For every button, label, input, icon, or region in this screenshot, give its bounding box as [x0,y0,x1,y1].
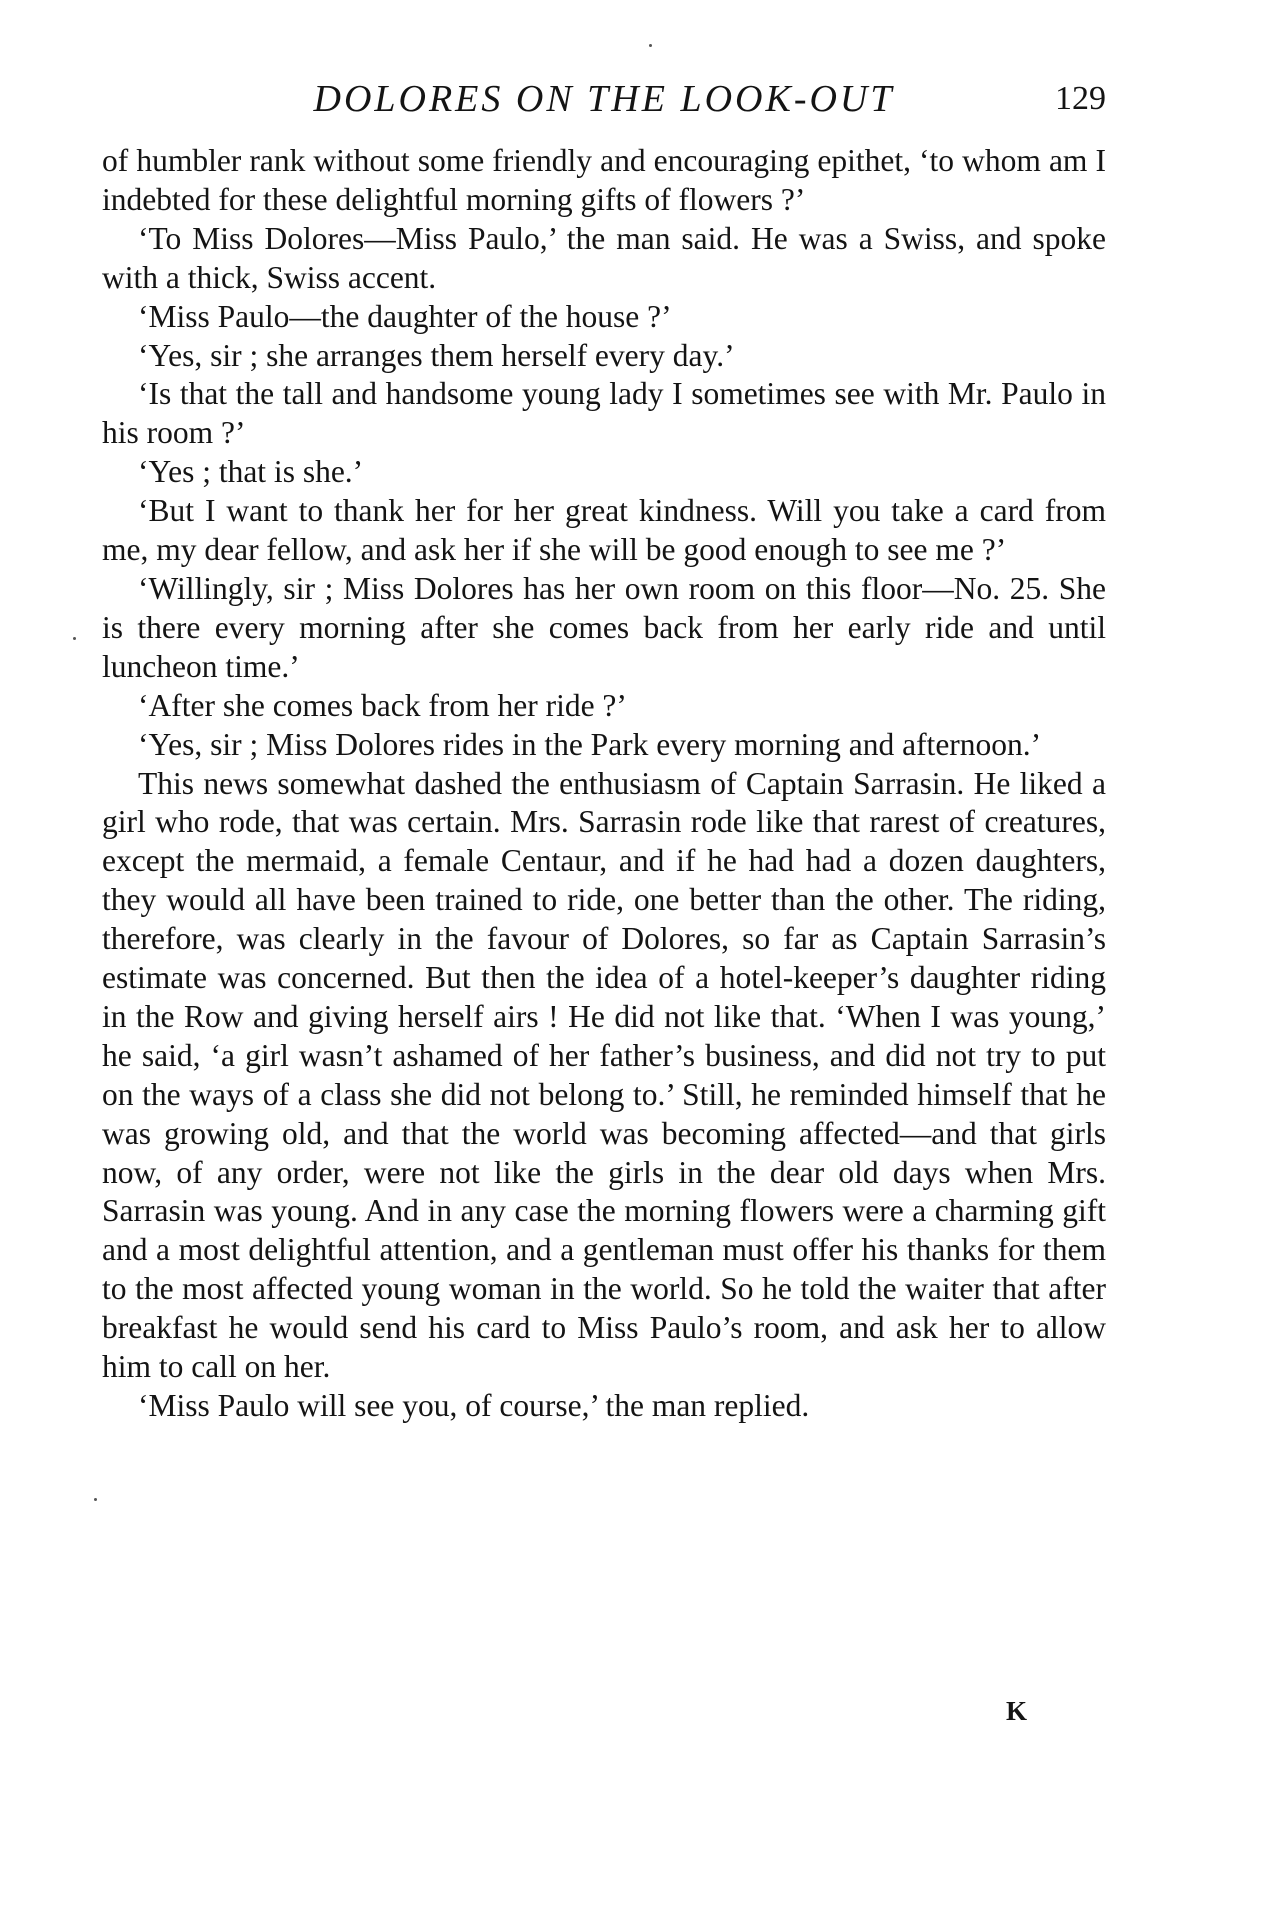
running-head [102,74,1106,124]
paragraph: ‘Miss Paulo—the daughter of the house ?’ [138,298,672,334]
paragraph: ‘To Miss Dolores—Miss Paulo,’ the man said. He was a Swiss, and spoke with a thick, Swiss accent. [102,220,1106,295]
body-text [102,142,1106,1426]
paragraph: ‘Is that the tall and handsome young lady I sometimes see with Mr. Paulo in his room ?’ [102,376,1106,451]
page-speck [73,637,76,640]
paragraph: ‘After she comes back from her ride ?’ [138,687,627,723]
paragraph: ‘Yes, sir ; she arranges them herself every day.’ [138,337,735,373]
paragraph: ‘Miss Paulo will see you, of course,’ the man replied. [138,1388,810,1423]
paragraph: of humbler rank without some friendly and encouraging epithet, ‘to whom am I indebted for these delightful morning gifts of flowers ?’ [102,143,1106,217]
paragraph: ‘Willingly, sir ; Miss Dolores has her own room on this floor—No. 25. She is there every morning after she comes back from her early ride and until luncheon time.’ [102,570,1106,684]
paragraph: ‘Yes ; that is she.’ [138,454,364,490]
paragraph: This news somewhat dashed the enthusiasm of Captain Sarrasin. He liked a girl who rode, that was certain. Mrs. Sarrasin rode like that rarest of creatures, except the mermaid, a female Centaur, and if he had had a dozen daughters, they would all have been trained to ride, one better than the other. The riding, therefore, was clearly in the favour of Dolores, so far as Captain Sarrasin’s estimate was concerned. But then the idea of a hotel-keeper’s daughter riding in the Row and giving herself airs ! He did not like that. ‘When I was young,’ he said, ‘a girl wasn’t ashamed of her father’s business, and did not try to put on the ways of a class she did not belong to.’ Still, he reminded himself that he was growing old, and that the world was becoming affected—and that girls now, of any order, were not like the girls in the dear old days when Mrs. Sarrasin was young. And in any case the morning flowers were a charming gift and a most delightful attention, and a gentleman must offer his thanks for them to the most affected young woman in the world. So he told the waiter that after breakfast he would send his card to Miss Paulo’s room, and ask her to allow him to call on her. [102,765,1106,1385]
signature-mark: K [1006,1696,1029,1726]
paragraph: ‘But I want to thank her for her great kindness. Will you take a card from me, my dear fellow, and ask her if she will be good enough to see me ?’ [102,493,1106,568]
page-number: 129 [1055,80,1106,117]
paragraph: ‘Yes, sir ; Miss Dolores rides in the Park every morning and afternoon.’ [138,726,1042,762]
page-speck [94,1498,97,1501]
page-speck [649,44,652,47]
running-title: DOLORES ON THE LOOK-OUT [313,78,895,120]
